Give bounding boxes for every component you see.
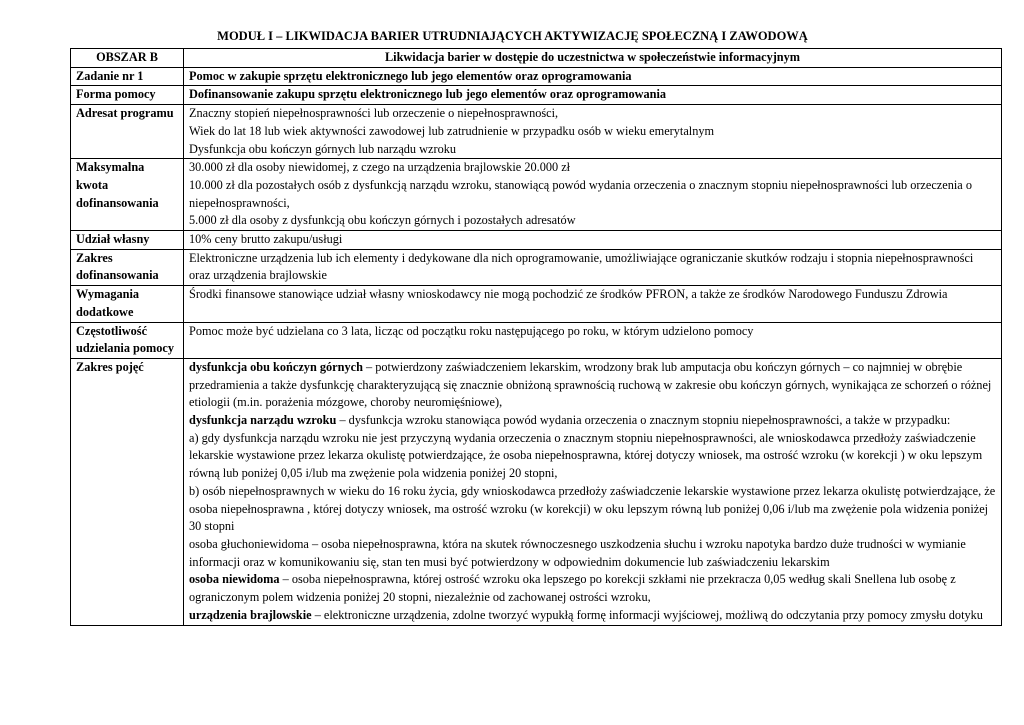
- frequency-value: Pomoc może być udzielana co 3 lata, licząc od początku roku następującego po roku, w którym udzielono pomocy: [184, 322, 1002, 358]
- definition-term: urządzenia brajlowskie: [189, 607, 312, 622]
- definition-text: – potwierdzony zaświadczeniem lekarskim, wrodzony brak lub amputacja obu kończyn górnych – co najmniej w obrębie przedramienia a także dysfunkcję charakteryzującą się znacznie obniżoną sprawnością ruchową w zakresie obu kończyn górnych, wynikająca ze schorzeń o różnej etiologii (m.in. porażenia mózgowe, choroby neuromięśniowe),: [189, 359, 992, 410]
- definition-term: dysfunkcja obu kończyn górnych: [189, 359, 363, 374]
- area-label: OBSZAR B: [71, 49, 184, 68]
- program-table: [70, 48, 1002, 626]
- area-value: Likwidacja barier w dostępie do uczestnictwa w społeczeństwie informacyjnym: [184, 49, 1002, 68]
- definition-upper-limbs: [189, 359, 996, 412]
- definition-vision-b: b) osób niepełnosprawnych w wieku do 16 roku życia, gdy wnioskodawca przedłoży zaświadczenie lekarskie wystawione przez lekarza okulistę potwierdzające, że osoba niepełnosprawna , której dotyczy wniosek, ma ostrość wzroku (w korekcji) w oku lepszym równą lub poniżej 0,06 i/lub ma zwężenie pola widzenia poniżej 30 stopni: [189, 483, 996, 534]
- own-share-label: Udział własny: [71, 231, 184, 250]
- form-label: Forma pomocy: [71, 86, 184, 105]
- document-title: MODUŁ I – LIKWIDACJA BARIER UTRUDNIAJĄCYCH AKTYWIZACJĘ SPOŁECZNĄ I ZAWODOWĄ: [217, 29, 808, 43]
- scope-label: Zakres dofinansowania: [71, 249, 184, 285]
- max-amount-line: 5.000 zł dla osoby z dysfunkcją obu kończyn górnych i pozostałych adresatów: [189, 213, 576, 228]
- form-row: [71, 86, 1002, 105]
- definition-text: – osoba niepełnosprawna, której ostrość wzroku oka lepszego po korekcji szkłami nie przekracza 0,05 według skali Snellena lub osobę z ograniczonym polem widzenia poniżej 20 stopni, niezależnie od zachowanej ostrości wzroku,: [189, 572, 956, 605]
- addressee-row: [71, 105, 1002, 159]
- own-share-value: 10% ceny brutto zakupu/usługi: [184, 231, 1002, 250]
- definitions-row: [71, 358, 1002, 625]
- definition-text: – dysfunkcja wzroku stanowiąca powód wydania orzeczenia o znacznym stopniu niepełnosprawności, a także w przypadku:: [336, 413, 951, 428]
- max-amount-line: 10.000 zł dla pozostałych osób z dysfunkcją narządu wzroku, stanowiącą powód wydania orzeczenia o znacznym stopniu niepełnosprawności lub orzeczenia o niepełnosprawności,: [189, 177, 972, 210]
- addressee-value: [184, 105, 1002, 159]
- addressee-line: Wiek do lat 18 lub wiek aktywności zawodowej lub zatrudnienie w przypadku osób w wieku emerytalnym: [189, 123, 715, 138]
- definition-text: – elektroniczne urządzenia, zdolne tworzyć wypukłą formę informacji wyjściowej, możliwą do odczytania przy pomocy zmysłu dotyku: [311, 607, 983, 622]
- scope-row: [71, 249, 1002, 285]
- max-amount-label: Maksymalna kwota dofinansowania: [71, 159, 184, 231]
- definition-braille: [189, 607, 996, 625]
- definition-term: dysfunkcja narządu wzroku: [189, 413, 337, 428]
- definition-blind: [189, 571, 996, 606]
- own-share-row: [71, 231, 1002, 250]
- definition-deafblind: osoba głuchoniewidoma – osoba niepełnosprawna, która na skutek równoczesnego uszkodzenia słuchu i wzroku napotyka bardzo duże trudności w wymianie informacji oraz w komunikowaniu się, stan ten musi być potwierdzony w odpowiednim dokumencie lub zaświadczeniu lekarskim: [189, 536, 966, 569]
- requirements-row: [71, 286, 1002, 322]
- area-row: [71, 49, 1002, 68]
- scope-value: Elektroniczne urządzenia lub ich elementy i dedykowane dla nich oprogramowanie, umożliwiające ograniczanie skutków rodzaju i stopnia niepełnosprawności oraz urządzenia brajlowskie: [184, 249, 1002, 285]
- definitions-value: [184, 358, 1002, 625]
- max-amount-row: [71, 159, 1002, 231]
- frequency-label: Częstotliwość udzielania pomocy: [71, 322, 184, 358]
- addressee-line: Dysfunkcja obu kończyn górnych lub narządu wzroku: [189, 141, 457, 156]
- addressee-line: Znaczny stopień niepełnosprawności lub orzeczenie o niepełnosprawności,: [189, 106, 559, 121]
- task-value: Pomoc w zakupie sprzętu elektronicznego lub jego elementów oraz oprogramowania: [184, 67, 1002, 86]
- definitions-label: Zakres pojęć: [71, 358, 184, 625]
- form-value: Dofinansowanie zakupu sprzętu elektronicznego lub jego elementów oraz oprogramowania: [184, 86, 1002, 105]
- max-amount-value: [184, 159, 1002, 231]
- definition-vision: [189, 412, 996, 430]
- requirements-label: Wymagania dodatkowe: [71, 286, 184, 322]
- task-label: Zadanie nr 1: [71, 67, 184, 86]
- addressee-label: Adresat programu: [71, 105, 184, 159]
- task-row: [71, 67, 1002, 86]
- definition-vision-a: a) gdy dysfunkcja narządu wzroku nie jest przyczyną wydania orzeczenia o znacznym stopniu niepełnosprawności, ale wnioskodawca przedłoży zaświadczenie lekarskie wystawione przez lekarza okulistę potwierdzające, że osoba niepełnosprawna, której dotyczy wniosek, ma ostrość wzroku (w korekcji ) w oku lepszym równą lub poniżej 0,05 i/lub ma zwężenie pola widzenia poniżej 20 stopni,: [189, 430, 983, 481]
- definition-term: osoba niewidoma: [189, 572, 280, 587]
- requirements-value: Środki finansowe stanowiące udział własny wnioskodawcy nie mogą pochodzić ze środków PFRON, a także ze środków Narodowego Funduszu Zdrowia: [184, 286, 1002, 322]
- max-amount-line: 30.000 zł dla osoby niewidomej, z czego na urządzenia brajlowskie 20.000 zł: [189, 160, 571, 175]
- frequency-row: [71, 322, 1002, 358]
